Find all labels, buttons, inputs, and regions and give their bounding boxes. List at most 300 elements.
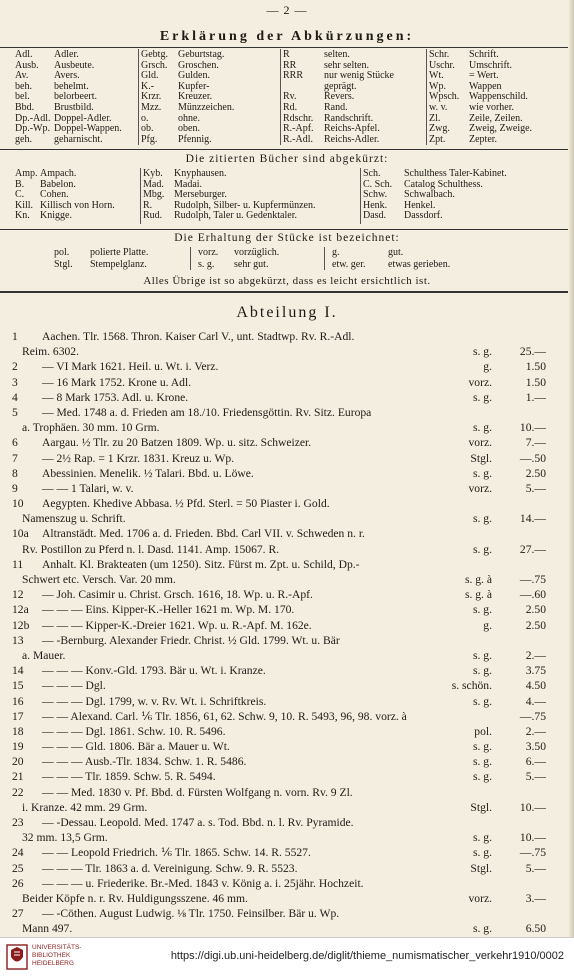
entry-price: 4.— [525,694,546,708]
abbr-row [426,123,566,134]
catalog-line [0,405,574,420]
entry-description: — — — Tlr. 1859. Schw. 5. R. 5494. [42,770,216,784]
entry-number: 12a [12,603,29,617]
abbr-row [280,123,426,134]
abbr-meaning: Wappenschild. [469,91,528,103]
abbr-short: Mzz. [141,101,162,113]
divider [0,149,574,150]
abbr-meaning: = Wert. [469,70,499,82]
entry-grade: vorz. [468,375,492,389]
entry-price: 3.50 [525,740,546,754]
abbr-short: Zpt. [429,133,446,145]
entry-price: 10.— [519,800,546,814]
abbr-short: RR [283,59,297,71]
entry-price: 4.50 [525,679,546,693]
entry-description: — — — Konv.-Gld. 1793. Bär u. Wt. i. Kranze. [42,664,266,678]
condition-meaning: sehr gut. [234,258,269,270]
entry-description: Reim. 6302. [22,345,80,359]
entry-number: 9 [12,481,18,495]
catalog-entries [0,329,574,937]
abbr-meaning: Rudolph, Taler u. Gedenktaler. [174,210,297,222]
entry-description: 32 mm. 13,5 Grm. [22,831,108,845]
catalog-line [0,800,574,815]
entry-description: — Med. 1748 a. d. Frieden am 18./10. Friedensgöttin. Rv. Sitz. Europa [42,405,372,419]
abbr-row [426,102,566,113]
catalog-line [0,724,574,739]
abbr-meaning: Revers. [324,91,355,103]
entry-description: Schwert etc. Versch. Var. 20 mm. [22,573,176,586]
abbr-row [426,134,566,145]
entry-description: — — — u. Friederike. Br.-Med. 1843 v. König a. i. 25jähr. Hochzeit. [42,876,364,890]
condition-abbr: s. g. [198,258,215,270]
abbr-row [12,189,140,200]
abbr-row [280,60,426,71]
divider [0,291,574,293]
entry-grade: s. g. [472,694,492,708]
catalog-line [0,739,574,754]
entry-price: 27.— [519,542,546,556]
entry-grade: s. g. [472,466,492,480]
abbr-row [138,113,280,124]
library-name: UNIVERSITÄTS- BIBLIOTHEK HEIDELBERG [32,944,82,967]
entry-price: —.50 [519,451,546,465]
abbr-short: Gld. [141,70,159,82]
catalog-line [0,451,574,466]
abbr-short: Kill. [15,199,34,211]
entry-description: — 2½ Rap. = 1 Krzr. 1831. Kreuz u. Wp. [42,451,235,465]
abbr-short: Schr. [429,49,450,60]
abbr-short: w. v. [429,101,448,113]
abbr-short: K.- [141,80,155,92]
abbr-meaning: Gulden. [178,70,210,82]
abbr-row [360,210,566,221]
entry-description: — — — Gld. 1806. Bär a. Mauer u. Wt. [42,740,230,754]
abbr-meaning: Ausbeute. [54,59,95,71]
entry-grade: s. g. [472,421,492,435]
abbr-row [280,49,426,60]
entry-number: 18 [12,724,24,738]
abbr-row [12,49,138,60]
abbr-short: RRR [283,70,304,82]
catalog-line [0,648,574,663]
abbr-row [138,81,280,92]
abbr-row [12,102,138,113]
entry-number: 19 [12,740,24,754]
entry-price: 2.50 [525,466,546,480]
abbr-row [360,179,566,190]
abbr-meaning: sehr selten. [324,59,369,71]
entry-grade: vorz. [468,436,492,450]
entry-description: Aegypten. Khedive Abbasa. ½ Pfd. Sterl. = 50 Piaster i. Gold. [42,497,330,511]
catalog-line [0,694,574,709]
entry-description: Mann 497. [22,922,73,936]
condition-meaning: vorzüglich. [234,247,280,258]
abbr-row [12,81,138,92]
condition-row [50,247,524,259]
abbr-meaning: Brustbild. [54,101,94,113]
abbr-meaning: Reichs-Adler. [324,133,380,145]
abbr-meaning: Ampach. [40,168,77,179]
catalog-line [0,435,574,450]
condition-meaning: Stempelglanz. [90,258,147,270]
abbr-meaning: Babelon. [40,178,76,190]
abbr-row [12,168,140,179]
abbr-row [280,81,426,92]
abbr-row [280,70,426,81]
entry-number: 13 [12,633,24,647]
abbr-short: Amp. [15,168,38,179]
abbr-row [280,134,426,145]
catalog-line [0,633,574,648]
catalog-line [0,845,574,860]
abbr-short: beh. [15,80,32,92]
entry-description: Altranstädt. Med. 1706 a. d. Frieden. Bbd. Carl VII. v. Schweden n. r. [42,527,365,541]
catalog-line [0,861,574,876]
abbr-short: Wt. [429,70,444,82]
entry-price: 6.50 [525,922,546,936]
abbr-row [360,168,566,179]
entry-description: — — — Dgl. 1799, w. v. Rv. Wt. i. Schriftkreis. [42,694,267,708]
catalog-line [0,921,574,936]
abbr-short: Bbd. [15,101,35,113]
divider [0,229,574,230]
entry-price: 25.— [519,345,546,359]
abbreviations-table [12,49,566,147]
abbr-row [12,134,138,145]
abbr-short: Av. [15,70,29,82]
entry-price: 2.50 [525,618,546,632]
abbr-row [426,81,566,92]
page-edge [568,0,574,937]
entry-description: — — — Eins. Kipper-K.-Heller 1621 m. Wp. M. 170. [42,603,295,617]
abbr-meaning: Dassdorf. [404,210,443,222]
abbr-short: Uschr. [429,59,455,71]
abbr-meaning: Rudolph, Silber- u. Kupfermünzen. [174,199,316,211]
abbr-meaning: Doppel-Adler. [54,112,112,124]
condition-abbr: g. [332,247,340,258]
abbr-short: Schw. [363,189,388,201]
entry-description: — — 1 Talari, w. v. [42,481,134,495]
catalog-line [0,526,574,541]
abbr-column [138,49,281,145]
entry-price: 2.50 [525,603,546,617]
entry-description: Abessinien. Menelik. ½ Talari. Bbd. u. Löwe. [42,466,254,480]
catalog-line [0,572,574,587]
condition-row [50,259,524,271]
abbr-short: C. Sch. [363,178,393,190]
abbr-row [140,200,360,211]
entry-description: Anhalt. Kl. Brakteaten (um 1250). Sitz. Fürst m. Zpt. u. Schild, Dp.- [42,557,360,571]
entry-description: — -Cöthen. August Ludwig. ⅛ Tlr. 1750. Feinsilber. Bär u. Wp. [42,907,340,921]
abbr-row [140,189,360,200]
catalog-line [0,557,574,572]
abbr-short: R.-Adl. [283,133,313,145]
entry-description: — -Dessau. Leopold. Med. 1747 a. s. Tod. Bbd. n. l. Rv. Pyramide. [42,816,354,829]
abbr-short: Wp. [429,80,446,92]
abbr-row [138,134,280,145]
catalog-line [0,466,574,481]
condition-table [50,247,524,271]
entry-grade: s. g. [472,512,492,526]
abbr-row [12,179,140,190]
abbr-row [138,123,280,134]
condition-divider [324,247,325,270]
catalog-line [0,602,574,617]
abbr-row [12,123,138,134]
entry-description: — -Bernburg. Alexander Friedr. Christ. ½ Gld. 1799. Wt. u. Bär [42,633,340,647]
catalog-line [0,587,574,602]
entry-grade: s. g. [472,664,492,678]
abbr-short: Mbg. [143,189,165,201]
abbr-short: Dp.-Adl. [15,112,51,124]
catalog-line [0,420,574,435]
abbr-row [138,91,280,102]
books-column [360,168,566,224]
catalog-line [0,830,574,845]
abbr-row [360,200,566,211]
abbr-meaning: Randschrift. [324,112,374,124]
entry-number: 3 [12,375,18,389]
catalog-line [0,375,574,390]
abbr-row [12,200,140,211]
abbr-meaning: belorbeert. [54,91,98,103]
entry-description: — 16 Mark 1752. Krone u. Adl. [42,375,192,389]
viewer-footer [0,937,574,978]
entry-number: 6 [12,436,18,450]
abbr-meaning: Kupfer- [178,80,210,92]
entry-number: 7 [12,451,18,465]
abbr-meaning: Umschrift. [469,59,513,71]
entry-grade: s. g. [472,922,492,936]
abbr-short: R [283,49,290,60]
abbr-row [360,189,566,200]
abbr-meaning: Pfennig. [178,133,212,145]
entry-number: 23 [12,816,24,829]
entry-grade: s. g. [472,770,492,784]
books-column [140,168,361,224]
catalog-line [0,542,574,557]
catalog-line [0,906,574,921]
abbr-meaning: Knigge. [40,210,72,222]
abbr-short: Wpsch. [429,91,460,103]
entry-number: 25 [12,861,24,875]
abbr-meaning: Wappen [469,80,502,92]
entry-price: 5.— [525,770,546,784]
abbr-meaning: ohne. [178,112,200,124]
abbr-meaning: Doppel-Wappen. [54,123,122,135]
entry-price: 2.— [525,648,546,662]
entry-price: —.75 [519,846,546,860]
entry-grade: s. g. [472,648,492,662]
abbr-row [12,91,138,102]
abbr-short: geh. [15,133,32,145]
abbr-row [140,179,360,190]
entry-number: 15 [12,679,24,693]
entry-description: — — Alexand. Carl. ⅙ Tlr. 1856, 61, 62. Schw. 9, 10. R. 5493, 96, 98. vorz. à [42,709,407,723]
entry-number: 1 [12,330,18,343]
condition-meaning: etwas gerieben. [388,258,451,270]
books-column [12,168,141,224]
entry-grade: s. g. à [464,588,492,602]
abbr-meaning: Henkel. [404,199,436,211]
condition-abbr: Stgl. [54,258,73,270]
entry-grade: g. [483,360,492,374]
abbr-row [280,102,426,113]
university-seal-icon [6,944,28,970]
abbr-short: Dasd. [363,210,387,222]
abbr-meaning: Groschen. [178,59,219,71]
abbr-meaning: Münzzeichen. [178,101,235,113]
catalog-line [0,663,574,678]
abbr-meaning: Killisch von Horn. [40,199,115,211]
abbr-short: Rd. [283,101,298,113]
entry-number: 12b [12,618,30,632]
abbr-row [138,60,280,71]
entry-description: Aargau. ½ Tlr. zu 20 Batzen 1809. Wp. u. sitz. Schweizer. [42,436,312,450]
catalog-line [0,876,574,891]
entry-number: 27 [12,907,24,921]
entry-description: — — — Dgl. 1861. Schw. 10. R. 5496. [42,724,226,738]
abbr-short: Rv. [283,91,297,103]
entry-number: 4 [12,390,18,404]
abbr-row [138,102,280,113]
entry-price: 10.— [519,831,546,845]
abbr-row [140,210,360,221]
catalog-line [0,709,574,724]
abbr-short: Sch. [363,168,381,179]
abbr-row [426,49,566,60]
books-title: Die zitierten Bücher sind abgekürzt: [185,153,389,165]
abbr-row [426,70,566,81]
entry-price: —.60 [519,588,546,602]
entry-description: — 8 Mark 1753. Adl. u. Krone. [42,390,189,404]
abbr-meaning: behelmt. [54,80,89,92]
entry-grade: vorz. [468,891,492,905]
entry-price: 6.— [525,755,546,769]
abbr-meaning: Kreuzer. [178,91,213,103]
entry-number: 20 [12,755,24,769]
abbr-meaning: Rand. [324,101,348,113]
condition-meaning: gut. [388,247,404,258]
abbr-row [426,91,566,102]
abbr-short: Kyb. [143,168,163,179]
entry-description: a. Trophäen. 30 mm. 10 Grm. [22,421,160,435]
abbr-short: Grsch. [141,59,168,71]
entry-grade: s. schön. [451,679,492,693]
abbr-short: Zwg. [429,123,450,135]
entry-grade: s. g. [472,603,492,617]
catalog-line [0,618,574,633]
entry-number: 5 [12,405,18,419]
entry-description: a. Mauer. [22,648,66,662]
entry-grade: vorz. [468,481,492,495]
entry-description: — — Med. 1830 v. Pf. Bbd. d. Fürsten Wolfgang n. vorn. Rv. 9 Zl. [42,785,353,799]
entry-price: 5.— [525,861,546,875]
catalog-line [0,329,574,344]
entry-price: 14.— [519,512,546,526]
divider [0,47,574,48]
page-number: — 2 — [266,3,308,17]
entry-number: 12 [12,588,24,602]
abbr-meaning: Schulthess Taler-Kabinet. [404,168,507,179]
entry-price: 10.— [519,421,546,435]
abbr-short: Rdschr. [283,112,314,124]
abbr-meaning: wie vorher. [469,101,514,113]
abbr-short: Kn. [15,210,30,222]
entry-description: — — Leopold Friedrich. ⅙ Tlr. 1865. Schw. 14. R. 5527. [42,846,311,860]
entry-price: —.75 [519,573,546,586]
entry-description: — — — Tlr. 1863 a. d. Vereinigung. Schw. 9. R. 5523. [42,861,298,875]
entry-grade: pol. [474,724,492,738]
abbr-column [12,49,139,145]
catalog-line [0,678,574,693]
entry-number: 24 [12,846,24,860]
condition-meaning: polierte Platte. [90,247,149,258]
abbr-meaning: nur wenig Stücke [324,70,394,82]
entry-number: 16 [12,694,24,708]
section-heading: Abteilung I. [236,304,338,321]
catalog-line [0,769,574,784]
entry-price: 3.— [525,891,546,905]
catalog-line [0,754,574,769]
entry-price: 2.— [525,724,546,738]
entry-grade: s. g. [472,755,492,769]
abbr-meaning: Madai. [174,178,203,190]
abbr-row [140,168,360,179]
entry-grade: s. g. [472,740,492,754]
abbr-short: o. [141,112,149,124]
abbr-meaning: Adler. [54,49,79,60]
entry-description: — — — Ausb.-Tlr. 1834. Schw. 1. R. 5486. [42,755,247,769]
abbr-row [280,113,426,124]
abbr-short: bel. [15,91,30,103]
entry-number: 26 [12,876,24,890]
abbr-column [426,49,566,145]
catalog-line [0,390,574,405]
condition-abbr: etw. ger. [332,258,366,270]
abbr-short: C. [15,189,25,201]
abbr-row [12,70,138,81]
abbr-short: Rud. [143,210,163,222]
abbr-meaning: Merseburger. [174,189,227,201]
catalog-line [0,785,574,800]
abbr-meaning: Knyphausen. [174,168,227,179]
abbr-row [138,49,280,60]
abbr-short: Pfg. [141,133,158,145]
abbr-meaning: selten. [324,49,350,60]
abbr-meaning: Schrift. [469,49,499,60]
abbr-short: Henk. [363,199,388,211]
books-table [12,168,566,226]
entry-price: 7.— [525,436,546,450]
abbreviation-note: Alles Übrige ist so abgekürzt, dass es leicht ersichtlich ist. [143,275,431,287]
abbr-short: ob. [141,123,154,135]
entry-number: 2 [12,360,18,374]
entry-price: 5.— [525,481,546,495]
entry-number: 11 [12,557,24,571]
entry-price: 1.50 [525,375,546,389]
abbr-short: Ausb. [15,59,39,71]
entry-grade: Stgl. [470,451,492,465]
entry-price: 1.50 [525,360,546,374]
entry-number: 10 [12,497,24,511]
entry-price: 1.— [525,390,546,404]
source-url-link[interactable]: https://digi.ub.uni-heidelberg.de/diglit/thieme_numismatischer_verkehr1910/0002 [170,950,564,962]
entry-number: 21 [12,770,24,784]
entry-description: — VI Mark 1621. Heil. u. Wt. i. Verz. [42,360,219,374]
entry-description: Aachen. Tlr. 1568. Thron. Kaiser Carl V., unt. Stadtwp. Rv. R.-Adl. [42,330,355,343]
abbr-row [138,70,280,81]
